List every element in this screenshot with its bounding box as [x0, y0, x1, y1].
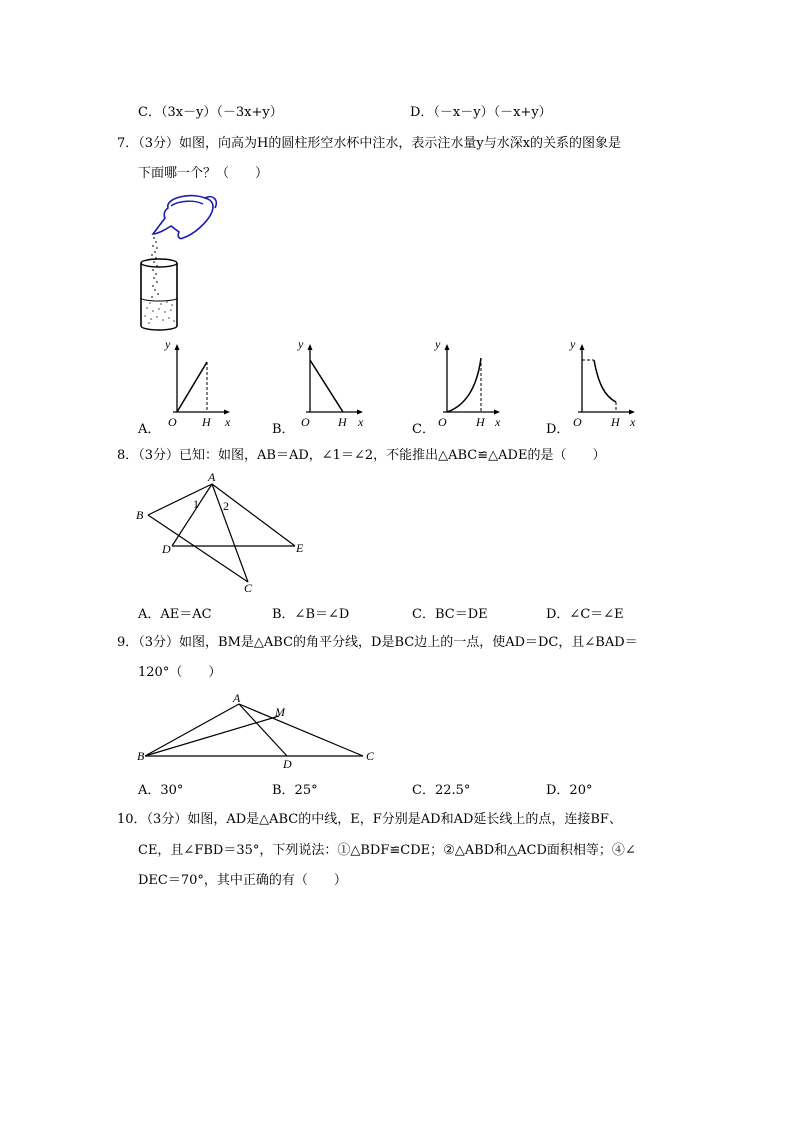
graph-c-origin-label: O	[438, 415, 447, 429]
q8-point-a: A	[208, 470, 216, 484]
graph-b-x-label: x	[358, 415, 364, 429]
graph-d-h-label: H	[611, 415, 620, 429]
graph-d-x-label: x	[630, 415, 636, 429]
graph-a-x-label: x	[225, 415, 231, 429]
graph-b-y-label: y	[298, 337, 304, 351]
teapot-cup-illustration	[135, 190, 225, 335]
q8-figure	[130, 470, 320, 600]
q10-line2: CE，且∠FBD＝35°，下列说法：①△BDF≌CDE；②△ABD和△ACD面积相等；④∠	[138, 843, 636, 858]
q9-option-b: B．25°	[272, 783, 318, 798]
q9-point-b: B	[137, 749, 145, 763]
graph-c	[425, 337, 505, 429]
q8-option-c: C．BC＝DE	[412, 607, 488, 622]
q9-point-d: D	[283, 757, 292, 771]
q10-line3: DEC＝70°，其中正确的有（ ）	[138, 873, 347, 888]
graph-c-y-label: y	[435, 337, 441, 351]
graph-b-origin-label: O	[301, 415, 310, 429]
q8-angle-2: 2	[223, 499, 229, 513]
q7-option-b: B．	[272, 422, 295, 437]
q9-point-a: A	[233, 691, 241, 705]
q7-option-a: A．	[138, 422, 161, 437]
q9-point-c: C	[366, 749, 375, 763]
q9-option-c: C．22.5°	[412, 783, 471, 798]
q8-point-c: C	[244, 581, 253, 595]
q8-point-b: B	[136, 508, 144, 522]
q8-point-e: E	[296, 541, 304, 555]
q8-option-a: A．AE＝AC	[138, 607, 212, 622]
graph-c-x-label: x	[495, 415, 501, 429]
q8-point-d: D	[162, 542, 171, 556]
graph-c-h-label: H	[476, 415, 485, 429]
q7-option-d: D．	[546, 422, 570, 437]
q7-stem-line2: 下面哪一个？（ ）	[138, 166, 269, 181]
graph-a-h-label: H	[202, 415, 211, 429]
q8-option-d: D．∠C＝∠E	[546, 607, 624, 622]
graph-b	[288, 337, 368, 429]
graph-d-y-label: y	[570, 337, 576, 351]
q6-option-d: D．（－x－y）（－x+y）	[410, 105, 552, 120]
graph-d	[560, 337, 640, 429]
q8-option-b: B．∠B＝∠D	[272, 607, 350, 622]
graph-b-h-label: H	[338, 415, 347, 429]
q7-option-c: C．	[412, 422, 435, 437]
q9-point-m: M	[275, 705, 285, 719]
q9-option-a: A．30°	[138, 783, 184, 798]
graph-a-origin-label: O	[168, 415, 177, 429]
q10-line1: 10．（3分）如图，AD是△ABC的中线，E，F分别是AD和AD延长线上的点，连接BF、	[117, 812, 622, 827]
graph-a	[155, 337, 235, 429]
q7-stem-line1: 7．（3分）如图，向高为H的圆柱形空水杯中注水，表示注水量y与水深x的关系的图象是	[117, 136, 622, 151]
graph-d-origin-label: O	[573, 415, 582, 429]
q8-stem: 8．（3分）已知：如图，AB＝AD，∠1＝∠2，不能推出△ABC≌△ADE的是（ ）	[117, 448, 606, 463]
q9-figure	[135, 688, 385, 770]
q9-stem-line1: 9．（3分）如图，BM是△ABC的角平分线，D是BC边上的一点，使AD＝DC，且∠BAD＝	[117, 635, 638, 650]
q9-option-d: D．20°	[546, 783, 593, 798]
graph-a-y-label: y	[165, 337, 171, 351]
q9-stem-line2: 120°（ ）	[138, 665, 222, 680]
q6-option-c: C．（3x－y）（－3x+y）	[138, 105, 283, 120]
q8-angle-1: 1	[193, 497, 199, 511]
